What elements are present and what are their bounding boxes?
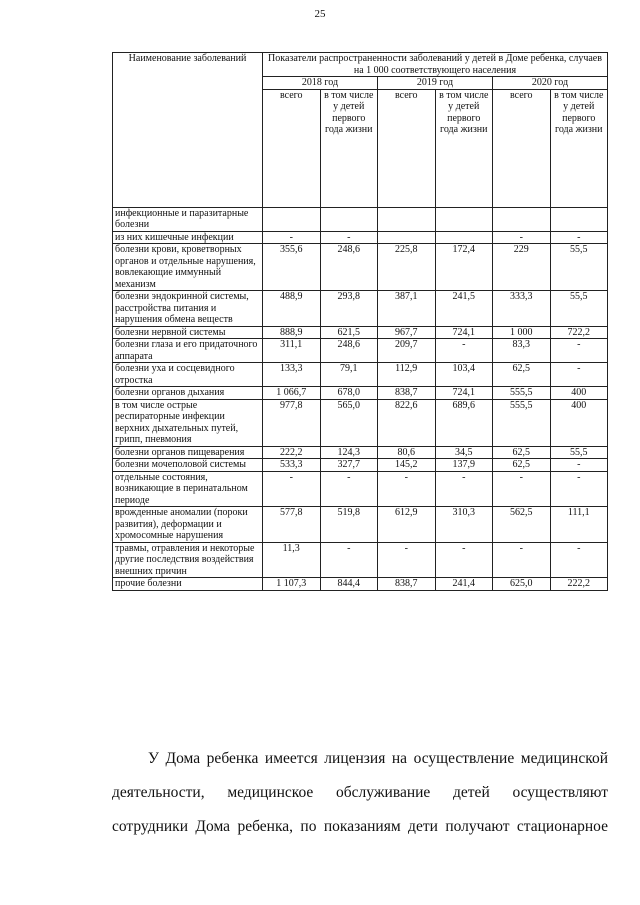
value-cell: 137,9 <box>435 459 493 472</box>
value-cell: 34,5 <box>435 446 493 459</box>
value-cell: 333,3 <box>493 291 551 327</box>
value-cell: - <box>550 231 608 244</box>
value-cell: - <box>550 542 608 578</box>
header-infants: в том числе у детей первого года жизни <box>550 89 608 207</box>
value-cell: - <box>435 471 493 507</box>
value-cell <box>493 207 551 231</box>
disease-name-cell: инфекционные и паразитарные болезни <box>113 207 263 231</box>
value-cell: 400 <box>550 399 608 446</box>
value-cell: 79,1 <box>320 363 378 387</box>
value-cell: 625,0 <box>493 578 551 591</box>
value-cell: 1 000 <box>493 326 551 339</box>
table-row <box>113 387 608 400</box>
value-cell: 577,8 <box>263 507 321 543</box>
value-cell: - <box>550 339 608 363</box>
value-cell: 519,8 <box>320 507 378 543</box>
value-cell: - <box>435 339 493 363</box>
value-cell: - <box>263 471 321 507</box>
disease-name-cell: отдельные состояния, возникающие в перинатальном периоде <box>113 471 263 507</box>
value-cell: - <box>435 542 493 578</box>
value-cell: 387,1 <box>378 291 436 327</box>
value-cell <box>550 207 608 231</box>
table-row <box>113 507 608 543</box>
disease-name-cell: травмы, отравления и некоторые другие последствия воздействия внешних причин <box>113 542 263 578</box>
value-cell: 565,0 <box>320 399 378 446</box>
value-cell: 724,1 <box>435 326 493 339</box>
table-row <box>113 326 608 339</box>
value-cell: 222,2 <box>263 446 321 459</box>
table-row <box>113 459 608 472</box>
value-cell <box>263 207 321 231</box>
disease-name-cell: из них кишечные инфекции <box>113 231 263 244</box>
value-cell: 678,0 <box>320 387 378 400</box>
value-cell: 225,8 <box>378 244 436 291</box>
value-cell: 133,3 <box>263 363 321 387</box>
value-cell: 310,3 <box>435 507 493 543</box>
table-body <box>113 207 608 590</box>
disease-name-cell: врожденные аномалии (пороки развития), деформации и хромосомные нарушения <box>113 507 263 543</box>
header-total: всего <box>493 89 551 207</box>
table-row <box>113 542 608 578</box>
value-cell: - <box>550 471 608 507</box>
table-row <box>113 231 608 244</box>
value-cell: 209,7 <box>378 339 436 363</box>
disease-name-cell: болезни глаза и его придаточного аппарата <box>113 339 263 363</box>
value-cell: - <box>550 459 608 472</box>
value-cell: 555,5 <box>493 387 551 400</box>
value-cell: 838,7 <box>378 578 436 591</box>
value-cell: 621,5 <box>320 326 378 339</box>
header-disease-name: Наименование заболеваний <box>113 53 263 208</box>
value-cell: 488,9 <box>263 291 321 327</box>
value-cell: 55,5 <box>550 291 608 327</box>
table-row <box>113 363 608 387</box>
header-total: всего <box>378 89 436 207</box>
value-cell <box>378 231 436 244</box>
value-cell: 1 107,3 <box>263 578 321 591</box>
value-cell: 241,4 <box>435 578 493 591</box>
value-cell: - <box>378 542 436 578</box>
disease-name-cell: болезни органов пищеварения <box>113 446 263 459</box>
table-row <box>113 578 608 591</box>
value-cell: 977,8 <box>263 399 321 446</box>
value-cell: 229 <box>493 244 551 291</box>
disease-name-cell: болезни крови, кроветворных органов и отдельные нарушения, вовлекающие иммунный механизм <box>113 244 263 291</box>
value-cell: 724,1 <box>435 387 493 400</box>
header-year-2019: 2019 год <box>378 77 493 90</box>
value-cell: 55,5 <box>550 446 608 459</box>
value-cell: 248,6 <box>320 244 378 291</box>
header-infants: в том числе у детей первого года жизни <box>435 89 493 207</box>
paragraph-line: У Дома ребенка имеется лицензия на осуществление медицинской <box>148 750 608 767</box>
value-cell: 83,3 <box>493 339 551 363</box>
value-cell: 62,5 <box>493 446 551 459</box>
table-row <box>113 446 608 459</box>
disease-name-cell: болезни нервной системы <box>113 326 263 339</box>
header-year-2018: 2018 год <box>263 77 378 90</box>
header-prevalence: Показатели распространенности заболеваний у детей в Доме ребенка, случаев на 1 000 соответствующего населения <box>263 53 608 77</box>
disease-name-cell: в том числе острые респираторные инфекции верхних дыхательных путей, грипп, пневмония <box>113 399 263 446</box>
value-cell: 62,5 <box>493 459 551 472</box>
value-cell: 111,1 <box>550 507 608 543</box>
value-cell <box>435 231 493 244</box>
paragraph-line: деятельности, медицинское обслуживание детей осуществляют <box>112 784 608 801</box>
value-cell: 112,9 <box>378 363 436 387</box>
value-cell <box>435 207 493 231</box>
value-cell: 562,5 <box>493 507 551 543</box>
table-row <box>113 399 608 446</box>
value-cell: - <box>493 231 551 244</box>
disease-name-cell: болезни мочеполовой системы <box>113 459 263 472</box>
header-year-2020: 2020 год <box>493 77 608 90</box>
value-cell: 822,6 <box>378 399 436 446</box>
value-cell: 888,9 <box>263 326 321 339</box>
table-row <box>113 244 608 291</box>
value-cell: 241,5 <box>435 291 493 327</box>
value-cell: 355,6 <box>263 244 321 291</box>
paragraph-line: сотрудники Дома ребенка, по показаниям дети получают стационарное <box>112 818 608 835</box>
body-paragraph <box>112 742 608 844</box>
value-cell: - <box>493 471 551 507</box>
header-total: всего <box>263 89 321 207</box>
value-cell: 1 066,7 <box>263 387 321 400</box>
value-cell: 533,3 <box>263 459 321 472</box>
value-cell: 222,2 <box>550 578 608 591</box>
value-cell: 80,6 <box>378 446 436 459</box>
value-cell: - <box>320 471 378 507</box>
value-cell: 722,2 <box>550 326 608 339</box>
value-cell: - <box>378 471 436 507</box>
disease-name-cell: прочие болезни <box>113 578 263 591</box>
value-cell: 967,7 <box>378 326 436 339</box>
disease-name-cell: болезни органов дыхания <box>113 387 263 400</box>
disease-prevalence-table <box>112 52 608 591</box>
value-cell <box>320 207 378 231</box>
value-cell: 311,1 <box>263 339 321 363</box>
page-number: 25 <box>314 8 326 20</box>
table-row <box>113 291 608 327</box>
value-cell: 612,9 <box>378 507 436 543</box>
header-infants: в том числе у детей первого года жизни <box>320 89 378 207</box>
value-cell: 838,7 <box>378 387 436 400</box>
value-cell: 124,3 <box>320 446 378 459</box>
value-cell: 327,7 <box>320 459 378 472</box>
value-cell: - <box>320 542 378 578</box>
value-cell: - <box>550 363 608 387</box>
value-cell <box>378 207 436 231</box>
value-cell: - <box>493 542 551 578</box>
disease-name-cell: болезни эндокринной системы, расстройства питания и нарушения обмена веществ <box>113 291 263 327</box>
table-row <box>113 339 608 363</box>
value-cell: 844,4 <box>320 578 378 591</box>
value-cell: 11,3 <box>263 542 321 578</box>
value-cell: 172,4 <box>435 244 493 291</box>
value-cell: 689,6 <box>435 399 493 446</box>
value-cell: 145,2 <box>378 459 436 472</box>
value-cell: 293,8 <box>320 291 378 327</box>
value-cell: 555,5 <box>493 399 551 446</box>
value-cell: 103,4 <box>435 363 493 387</box>
value-cell: 62,5 <box>493 363 551 387</box>
table-row <box>113 207 608 231</box>
value-cell: 400 <box>550 387 608 400</box>
value-cell: 248,6 <box>320 339 378 363</box>
table-row <box>113 471 608 507</box>
value-cell: - <box>263 231 321 244</box>
disease-name-cell: болезни уха и сосцевидного отростка <box>113 363 263 387</box>
value-cell: 55,5 <box>550 244 608 291</box>
value-cell: - <box>320 231 378 244</box>
